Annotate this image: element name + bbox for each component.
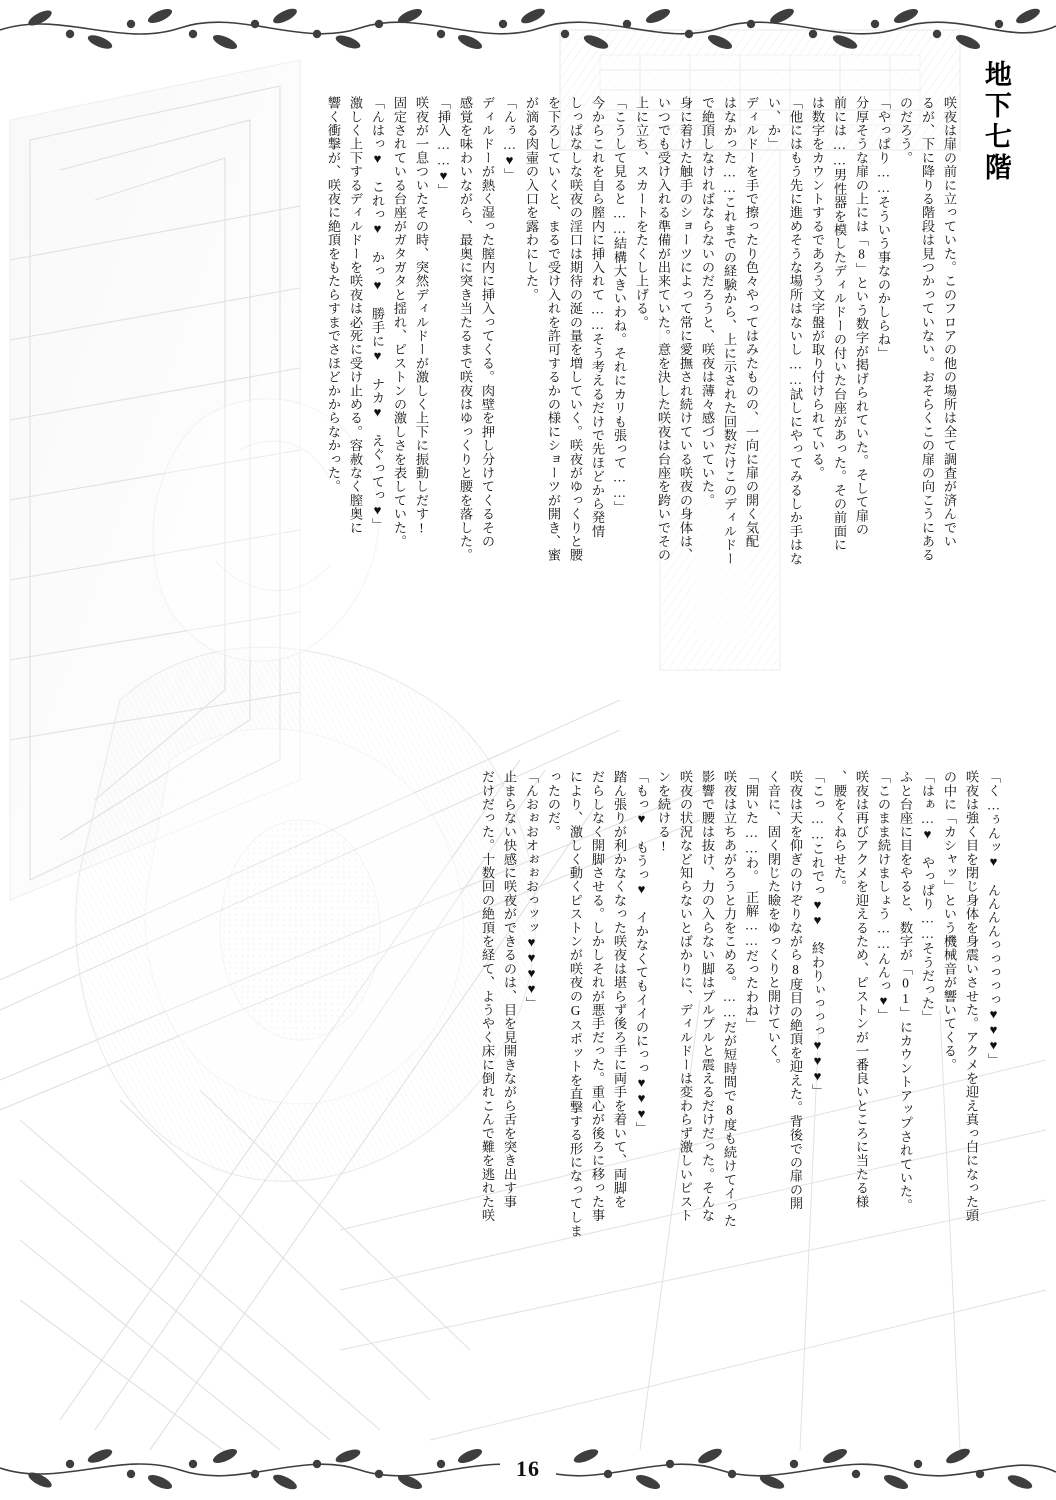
text-column: はなかった……これまでの経験から、上に示された回数だけこのディルドー bbox=[722, 96, 737, 566]
text-column: 前には……男性器を模したディルドーの付いた台座があった。その前面に bbox=[832, 96, 847, 552]
text-column: く音に、固く閉じた瞼をゆっくりと開けていく。 bbox=[766, 770, 781, 1072]
text-column: 咲夜が一息ついたその時、突然ディルドーが激しく上下に振動しだす! bbox=[414, 96, 429, 537]
text-column: で絶頂しなければならないのだろうと、咲夜は薄々感づいていた。 bbox=[700, 96, 715, 507]
text-column: 止まらない快感に咲夜ができるのは、目を見開きながら舌を突き出す事 bbox=[502, 770, 517, 1209]
text-column: を下ろしていくと、まるで受け入れを許可するかの様にショーツが開き、蜜 bbox=[546, 96, 561, 562]
text-column: により、激しく動くピストンが咲夜のGスポットを直撃する形になってしま bbox=[568, 770, 583, 1238]
text-column: 咲夜は再びアクメを迎えるため、ピストンが一番良いところに当たる様 bbox=[854, 770, 869, 1209]
text-column: 「んぅ…♥」 bbox=[502, 96, 517, 182]
text-column: 踏ん張りが利かなくなった咲夜は堪らず後ろ手に両手を着いて、両脚を bbox=[612, 770, 627, 1209]
text-column: 「開いた……わ。 正解……だったわね」 bbox=[744, 770, 759, 1031]
text-column: 身に着けた触手のショーツによって常に愛撫され続けている咲夜の身体は、 bbox=[678, 96, 693, 562]
text-column: が滴る肉壷の入口を露わにした。 bbox=[524, 96, 539, 302]
text-column: 「もっ♥ もうっ♥ イかなくてもイイのにっっ♥♥♥」 bbox=[634, 770, 649, 1136]
text-column: 「はぁ…♥ やっぱり……そうだった」 bbox=[920, 770, 935, 1024]
text-column: い、か」 bbox=[766, 96, 781, 151]
text-column: ンを続ける! bbox=[656, 770, 671, 854]
text-column: だらしなく開脚させる。しかしそれが悪手だった。重心が後ろに移った事 bbox=[590, 770, 605, 1223]
text-column: 分厚そうな扉の上には「8」という数字が掲げられていた。そして扉の bbox=[854, 96, 869, 537]
text-column: 「んおぉおオぉぉおっッッ♥♥♥♥」 bbox=[524, 770, 539, 1011]
page-number-value: 16 bbox=[500, 1456, 556, 1482]
text-column: いつでも受け入れる準備が出来ていた。意を決した咲夜は台座を跨いでその bbox=[656, 96, 671, 562]
text-column: 固定されている台座がガタガタと揺れ、ピストンの激しさを表していた。 bbox=[392, 96, 407, 549]
text-column: のだろう。 bbox=[898, 96, 913, 165]
page-number bbox=[0, 1456, 1056, 1482]
text-column: 「く…ぅんッ♥ んんんんっっっっっ♥♥♥」 bbox=[986, 770, 1001, 1067]
text-column: だけだった。十数回の絶頂を経て、ようやく床に倒れこんで難を逃れた咲 bbox=[480, 770, 495, 1223]
text-column: 「こっ……これでっ♥♥ 終わりぃっっっ♥♥♥」 bbox=[810, 770, 825, 1098]
text-column: 上に立ち、スカートをたくし上げる。 bbox=[634, 96, 649, 329]
text-column: 「他にはもう先に進めそうな場所はないし……試しにやってみるしか手はな bbox=[788, 96, 803, 566]
text-column: ディルドーを手で擦ったり色々やってはみたものの、一向に扉の開く気配 bbox=[744, 96, 759, 549]
text-column: 今からこれを自ら膣内に挿入れて……そう考えるだけで先ほどから発情 bbox=[590, 96, 605, 538]
text-column: 「挿入……♥」 bbox=[436, 96, 451, 198]
text-column: 影響で腰は抜け、力の入らない脚はプルプルと震えるだけだった。そんな bbox=[700, 770, 715, 1223]
text-column: 咲夜は立ちあがろうと力をこめる。……だが短時間で8度も続けてイった bbox=[722, 770, 737, 1228]
text-column: 激しく上下するディルドーを咲夜は必死に受け止める。容赦なく膣奥に bbox=[348, 96, 363, 535]
text-column: ふと台座に目をやると、数字が「01」にカウントアップされていた。 bbox=[898, 770, 913, 1212]
text-column: しっぱなしな咲夜の淫口は期待の涎の量を増していく。咲夜がゆっくりと腰 bbox=[568, 96, 583, 562]
text-column: 「このまま続けましょう……んんっ♥」 bbox=[876, 770, 891, 1022]
text-column: 感覚を味わいながら、最奥に突き当たるまで咲夜はゆっくりと腰を落した。 bbox=[458, 96, 473, 562]
text-column: の中に「カシャッ」という機械音が響いてくる。 bbox=[942, 770, 957, 1072]
text-column: 響く衝撃が、咲夜に絶頂をもたらすまでさほどかからなかった。 bbox=[326, 96, 341, 494]
chapter-title: 地下七階 bbox=[980, 60, 1011, 184]
text-column: 咲夜は強く目を閉じ身体を身震いさせた。アクメを迎え真っ白になった頭 bbox=[964, 770, 979, 1223]
text-column: 「んはっ♥ これっ♥ かっ♥ 勝手に♥ ナカ♥ えぐってっ♥」 bbox=[370, 96, 385, 532]
text-column: ディルドーが熱く湿った膣内に挿入ってくる。肉壁を押し分けてくるその bbox=[480, 96, 495, 549]
text-column: 咲夜は扉の前に立っていた。このフロアの他の場所は全て調査が済んでい bbox=[942, 96, 957, 549]
text-column: 、腰をくねらせた。 bbox=[832, 770, 847, 894]
text-column: 咲夜の状況など知らないとばかりに、ディルドーは変わらず激しいピスト bbox=[678, 770, 693, 1223]
text-column: るが、下に降りる階段は見つかっていない。おそらくこの扉の向こうにある bbox=[920, 96, 935, 562]
text-column: は数字をカウントするであろう文字盤が取り付けられている。 bbox=[810, 96, 825, 480]
text-column: 「こうして見ると……結構大きいわね。それにカリも張って……」 bbox=[612, 96, 627, 515]
text-column: ったのだ。 bbox=[546, 770, 561, 839]
text-column: 「やっぱり……そういう事なのかしらね」 bbox=[876, 96, 891, 360]
text-column: 咲夜は天を仰ぎのけぞりながら8度目の絶頂を迎えた。背後での扉の開 bbox=[788, 770, 803, 1211]
